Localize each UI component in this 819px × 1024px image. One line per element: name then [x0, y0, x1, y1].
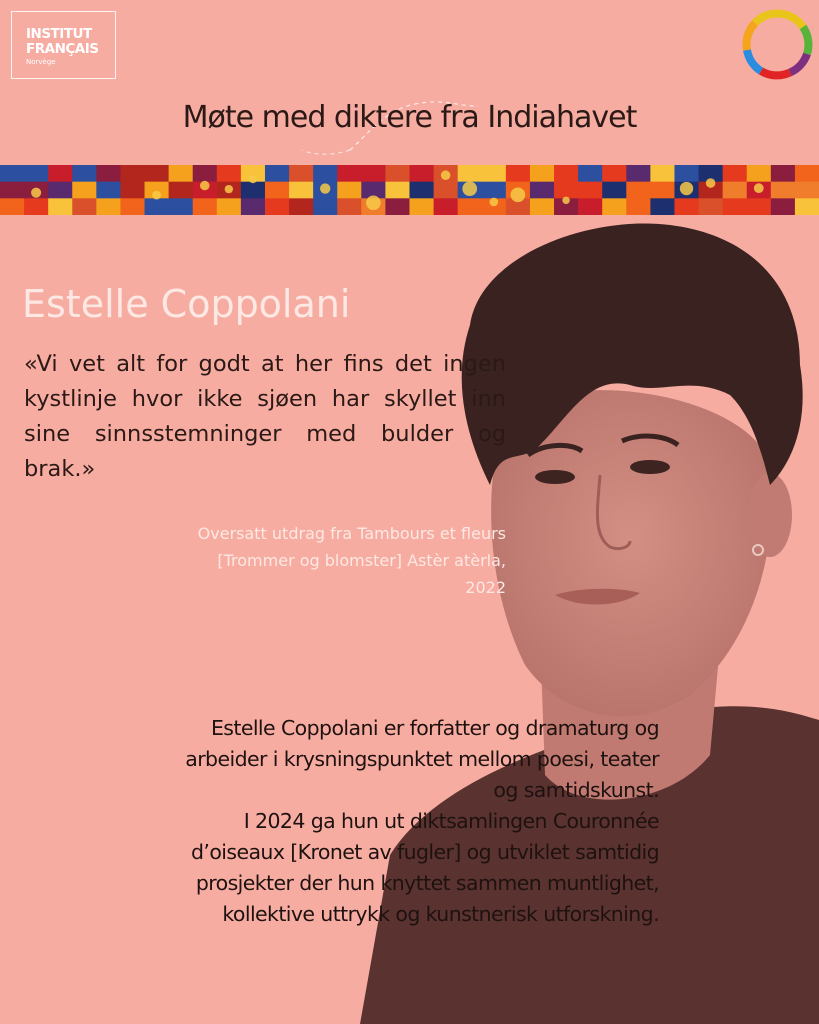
- bio-line: arbeider i krysningspunktet mellom poesi, teater: [185, 747, 659, 771]
- poet-name: Estelle Coppolani: [22, 282, 351, 326]
- poet-biography: [40, 713, 659, 930]
- bio-line: kollektive uttrykk og kunstnerisk utforskning.: [222, 902, 659, 926]
- bio-line: prosjekter der hun knyttet sammen muntlighet,: [195, 871, 659, 895]
- multicolor-ring-icon: [741, 8, 814, 81]
- source-line: 2022: [465, 578, 506, 597]
- logo-line-1: INSTITUT: [26, 26, 92, 42]
- poem-quote: «Vi vet alt for godt at her fins det ingen kystlinje hvor ikke sjøen har skyllet inn sine sinnsstemninger med bulder og brak.»: [24, 351, 506, 482]
- quote-source: [100, 520, 506, 601]
- bio-line: og samtidskunst.: [493, 778, 659, 802]
- logo-line-3: Norvège: [26, 58, 56, 66]
- source-line: Oversatt utdrag fra Tambours et fleurs: [197, 524, 506, 543]
- source-line: [Trommer og blomster] Astèr atèrla,: [217, 551, 506, 570]
- institut-francais-logo: [11, 11, 116, 79]
- bio-line: I 2024 ga hun ut diktsamlingen Couronnée: [243, 809, 659, 833]
- page-title: Møte med diktere fra Indiahavet: [182, 100, 637, 135]
- colorful-mosaic-band: [0, 165, 819, 215]
- bio-line: Estelle Coppolani er forfatter og dramaturg og: [210, 716, 659, 740]
- bio-line: d’oiseaux [Kronet av fugler] og utviklet samtidig: [191, 840, 659, 864]
- logo-line-2: FRANÇAIS: [26, 41, 99, 57]
